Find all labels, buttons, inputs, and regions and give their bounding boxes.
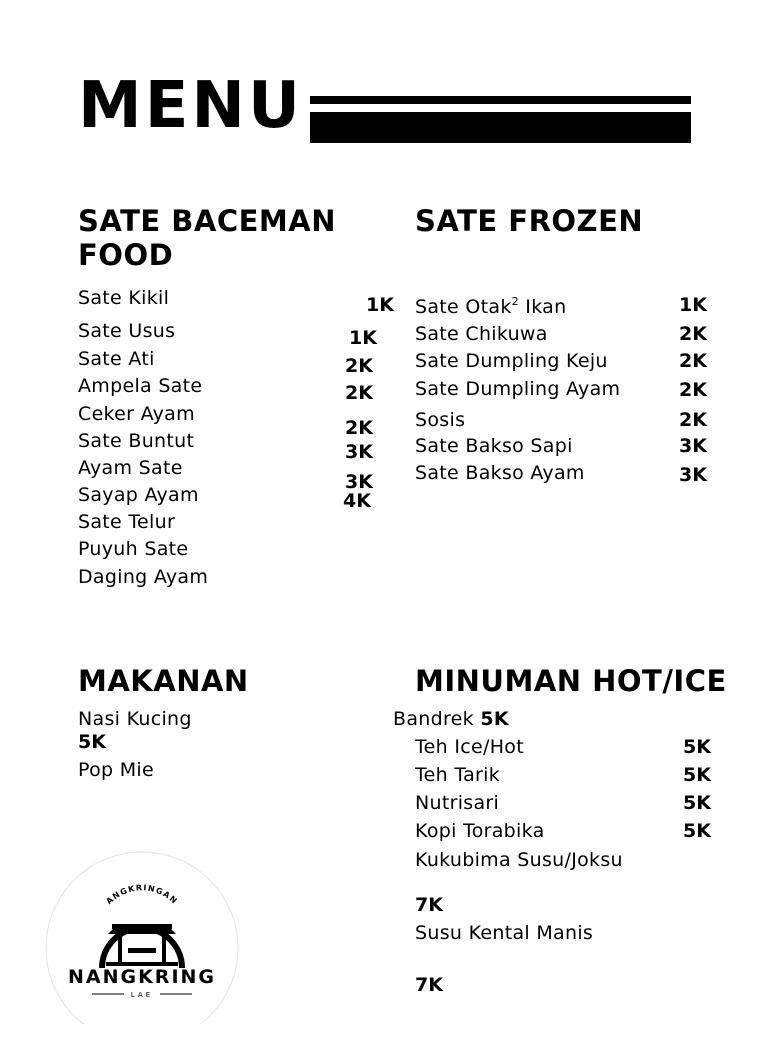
menu-item: Sate Bakso Sapi xyxy=(415,435,573,457)
price: 5K xyxy=(480,708,509,730)
price: 5K xyxy=(683,792,711,814)
menu-item: Daging Ayam xyxy=(78,566,209,588)
price: 7K xyxy=(415,974,443,996)
menu-title: MENU xyxy=(78,69,303,143)
menu-item: Sate Dumpling Keju xyxy=(415,350,608,372)
heading-sate-baceman-2: FOOD xyxy=(78,238,174,272)
menu-item-name-2: Kental Manis xyxy=(468,922,594,944)
menu-item: Nasi Kucing xyxy=(78,708,192,730)
menu-item: Kopi Torabika xyxy=(415,820,545,842)
menu-item: Sate Buntut xyxy=(78,430,195,452)
price: 3K xyxy=(345,441,373,463)
menu-item: Sate Kikil xyxy=(78,287,170,309)
price: 5K xyxy=(683,736,711,758)
menu-item: Kukubima Susu/Joksu xyxy=(415,849,623,871)
menu-item: Teh Ice/Hot xyxy=(415,736,524,758)
menu-item xyxy=(415,924,593,943)
menu-item: Sayap Ayam xyxy=(78,484,199,506)
menu-item: Sate Bakso Ayam xyxy=(415,462,585,484)
menu-item: Sate Usus xyxy=(78,320,176,342)
price: 3K xyxy=(679,435,707,457)
menu-item xyxy=(393,710,509,729)
menu-item: Teh Tarik xyxy=(415,764,501,786)
menu-item: Sosis xyxy=(415,409,466,431)
price: 2K xyxy=(345,382,373,404)
price: 1K xyxy=(679,294,707,316)
heading-sate-frozen: SATE FROZEN xyxy=(415,204,644,238)
price: 2K xyxy=(679,323,707,345)
price: 5K xyxy=(78,731,106,753)
price: 3K xyxy=(345,471,373,493)
menu-item: Pop Mie xyxy=(78,759,154,781)
menu-item: Ampela Sate xyxy=(78,375,203,397)
menu-item: Puyuh Sate xyxy=(78,538,189,560)
menu-item-name: Bandrek xyxy=(393,708,474,730)
price: 2K xyxy=(345,355,373,377)
price: 2K xyxy=(345,417,373,439)
logo-sub: LAE xyxy=(130,991,154,999)
angkringan-logo xyxy=(44,850,240,1046)
menu-item-name: Susu xyxy=(415,922,463,944)
menu-item: Sate Telur xyxy=(78,511,176,533)
superscript: 2 xyxy=(511,295,519,308)
price: 5K xyxy=(683,764,711,786)
menu-item-name: Sate Otak xyxy=(415,296,512,318)
heading-sate-baceman-1: SATE BACEMAN xyxy=(78,204,336,238)
price: 1K xyxy=(349,327,377,349)
price: 5K xyxy=(683,820,711,842)
menu-item: Sate Ati xyxy=(78,348,155,370)
price: 1K xyxy=(366,294,394,316)
logo-emblem xyxy=(44,850,240,1024)
heading-minuman: MINUMAN HOT/ICE xyxy=(415,664,727,698)
menu-item: Sate Dumpling Ayam xyxy=(415,378,621,400)
menu-item: Ceker Ayam xyxy=(78,403,195,425)
price: 2K xyxy=(679,379,707,401)
price: 4K xyxy=(343,490,371,512)
heading-makanan: MAKANAN xyxy=(78,664,249,698)
menu-item: Sate Chikuwa xyxy=(415,323,548,345)
price: 7K xyxy=(415,894,443,916)
price: 2K xyxy=(679,350,707,372)
menu-item: Ayam Sate xyxy=(78,457,183,479)
logo-top-text: ANGKRINGAN xyxy=(104,883,180,907)
title-bar-thick xyxy=(310,112,691,143)
price: 2K xyxy=(679,409,707,431)
menu-item-suffix: Ikan xyxy=(518,296,567,318)
title-bar-thin xyxy=(310,96,691,104)
price: 3K xyxy=(679,464,707,486)
menu-item xyxy=(415,296,566,317)
logo-brand: NANGKRING xyxy=(67,966,217,988)
menu-item: Nutrisari xyxy=(415,792,500,814)
